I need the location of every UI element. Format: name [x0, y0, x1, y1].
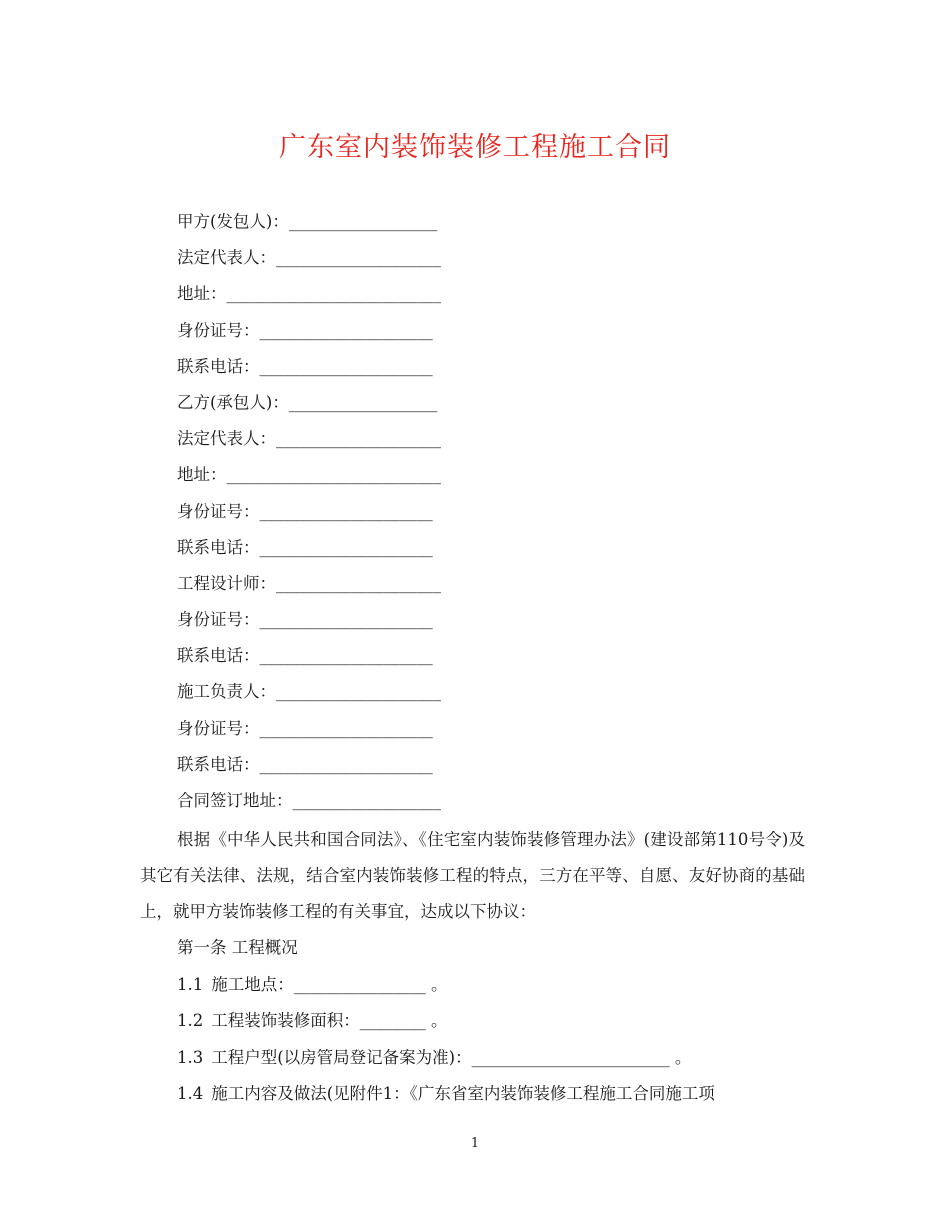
field-site-manager-id — [177, 711, 441, 747]
field-label: 法定代表人： — [177, 429, 276, 449]
field-label: 联系电话： — [177, 537, 260, 557]
field-blank: _____________________ — [259, 646, 433, 666]
field-blank: ____________________ — [276, 248, 441, 268]
clause-number: 1.2 — [177, 1011, 204, 1030]
clause-blank: ________ — [359, 1011, 426, 1030]
field-party-b-phone — [177, 530, 441, 566]
field-label: 联系电话： — [177, 356, 260, 376]
field-party-a — [177, 204, 441, 240]
field-blank: _____________________ — [259, 320, 433, 340]
document-title: 广东室内装饰装修工程施工合同 — [279, 132, 671, 163]
field-label: 身份证号： — [177, 320, 260, 340]
clause-1-2 — [177, 1003, 715, 1040]
field-blank: _____________________ — [259, 501, 433, 521]
field-blank: _____________________ — [259, 610, 433, 630]
field-party-a-address — [177, 276, 441, 312]
field-party-a-representative — [177, 240, 441, 276]
clause-number: 1.4 — [177, 1084, 204, 1103]
field-blank: __________________________ — [226, 284, 441, 304]
field-designer-phone — [177, 638, 441, 674]
field-blank: __________________ — [288, 212, 438, 231]
field-blank: ____________________ — [276, 682, 441, 702]
field-blank: ____________________ — [276, 429, 441, 449]
field-party-b-representative — [177, 421, 441, 457]
preamble-paragraph: 根据《中华人民共和国合同法》、《住宅室内装饰装修管理办法》(建设部第110号令)及其它有关法律、法规，结合室内装饰装修工程的特点，三方在平等、自愿、友好协商的基础上，就甲方装饰装修工程的有关事宜，达成以下协议： — [140, 830, 805, 921]
clause-blank: ________________________ — [471, 1047, 670, 1067]
clause-text: 工程装饰装修面积： — [211, 1011, 360, 1030]
clause-text: 施工地点： — [211, 974, 294, 994]
field-label: 身份证号： — [177, 610, 260, 630]
clause-end: 。 — [431, 974, 448, 994]
field-party-a-phone — [177, 349, 441, 385]
field-label: 联系电话： — [177, 646, 260, 666]
page-number: 1 — [470, 1136, 480, 1151]
article-heading: 第一条 工程概况 — [177, 938, 298, 957]
field-blank: _____________________ — [259, 356, 433, 376]
clause-1-1 — [177, 967, 715, 1004]
field-blank: _____________________ — [259, 718, 433, 738]
field-label: 乙方(承包人)： — [177, 392, 289, 412]
clause-1-3 — [177, 1040, 715, 1077]
field-label: 地址： — [177, 465, 227, 485]
clause-number: 1.1 — [177, 974, 204, 994]
field-label: 联系电话： — [177, 754, 260, 774]
field-label: 甲方(发包人)： — [177, 212, 289, 231]
field-blank: ____________________ — [276, 573, 441, 593]
field-designer-id — [177, 602, 441, 638]
party-fields — [177, 204, 441, 819]
clause-end: 。 — [674, 1047, 692, 1067]
field-label: 身份证号： — [177, 718, 260, 738]
field-blank: _____________________ — [259, 537, 433, 557]
field-site-manager — [177, 674, 441, 710]
field-label: 身份证号： — [177, 501, 260, 521]
field-party-b-address — [177, 457, 441, 493]
clause-number: 1.3 — [177, 1047, 204, 1067]
field-signing-address — [177, 783, 441, 819]
field-party-b-id — [177, 494, 441, 530]
clause-end: 。 — [431, 1011, 448, 1030]
field-blank: __________________ — [292, 791, 441, 810]
article-one — [177, 930, 715, 1113]
field-label: 地址： — [177, 284, 227, 304]
clause-1-4 — [177, 1076, 715, 1113]
field-party-b — [177, 385, 441, 421]
clause-text: 工程户型(以房管局登记备案为准)： — [211, 1047, 472, 1067]
field-label: 工程设计师： — [177, 573, 276, 593]
field-label: 法定代表人： — [177, 248, 276, 268]
field-site-manager-phone — [177, 747, 441, 783]
clause-blank: ________________ — [293, 974, 426, 994]
field-designer — [177, 566, 441, 602]
field-blank: _____________________ — [259, 754, 433, 774]
field-label: 合同签订地址： — [177, 791, 293, 810]
field-blank: __________________________ — [226, 465, 441, 485]
field-label: 施工负责人： — [177, 682, 276, 702]
field-blank: __________________ — [288, 392, 438, 412]
clause-text: 施工内容及做法(见附件1：《广东省室内装饰装修工程施工合同施工项 — [211, 1084, 715, 1103]
field-party-a-id — [177, 313, 441, 349]
